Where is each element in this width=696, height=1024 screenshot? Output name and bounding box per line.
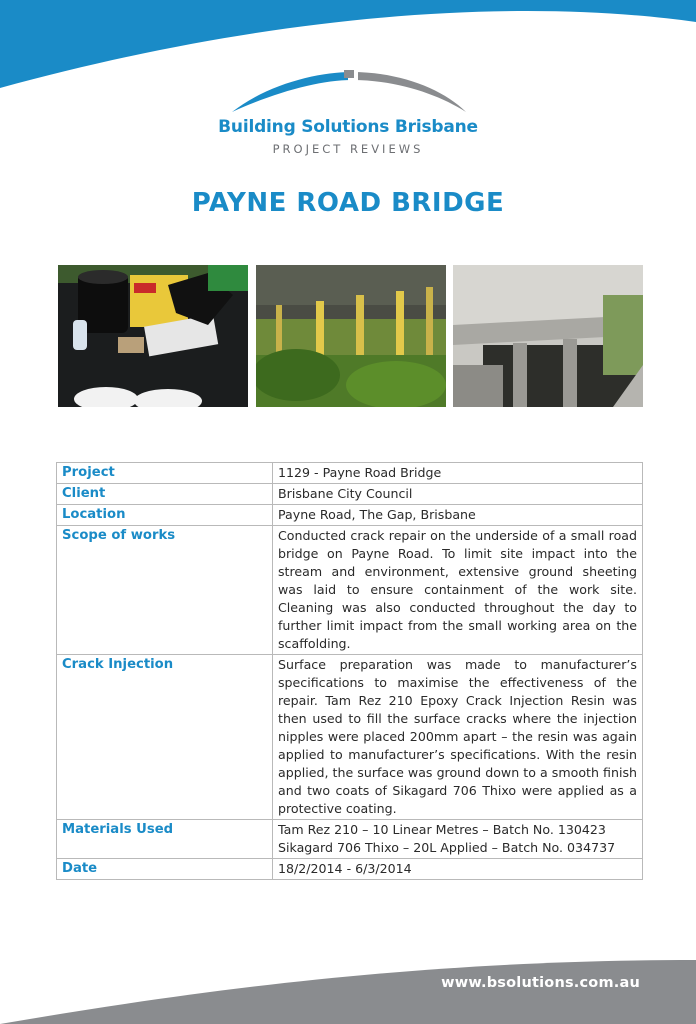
project-details-table (56, 462, 643, 880)
client-label: Client (57, 484, 273, 505)
table-row (57, 484, 643, 505)
materials-used-label: Materials Used (57, 820, 273, 859)
date-value: 18/2/2014 - 6/3/2014 (273, 859, 643, 880)
crack-injection-label: Crack Injection (57, 655, 273, 820)
scope-of-works-label: Scope of works (57, 526, 273, 655)
bridge-underside-photo (453, 265, 643, 407)
date-label: Date (57, 859, 273, 880)
project-value: 1129 - Payne Road Bridge (273, 463, 643, 484)
location-label: Location (57, 505, 273, 526)
scope-of-works-value: Conducted crack repair on the underside of a small road bridge on Payne Road. To limit site impact into the stream and environment, extensive ground sheeting was laid to ensure containment of the work site. Cleaning was also conducted throughout the day to further limit impact from the small working area on the scaffolding. (273, 526, 643, 655)
brand-name: Building Solutions Brisbane (218, 117, 478, 137)
project-label: Project (57, 463, 273, 484)
material-line: Sikagard 706 Thixo – 20L Applied – Batch No. 034737 (278, 840, 616, 855)
table-row (57, 655, 643, 820)
location-value: Payne Road, The Gap, Brisbane (273, 505, 643, 526)
table-row (57, 463, 643, 484)
logo-bridge-arc-icon (228, 66, 470, 118)
table-row (57, 859, 643, 880)
scaffolding-under-bridge-photo (256, 265, 446, 407)
website-link[interactable]: www.bsolutions.com.au (441, 975, 640, 991)
table-row (57, 820, 643, 859)
table-row (57, 526, 643, 655)
crack-injection-value: Surface preparation was made to manufacturer’s specifications to maximise the effectiveness of the repair. Tam Rez 210 Epoxy Crack Injection Resin was then used to fill the surface cracks where the injection nipples were placed 200mm apart – the resin was again applied to manufacturer’s specifications. With the resin applied, the surface was ground down to a smooth finish and two coats of Sikagard 706 Thixo were applied as a protective coating. (273, 655, 643, 820)
materials-used-value (273, 820, 643, 859)
table-row (57, 505, 643, 526)
client-value: Brisbane City Council (273, 484, 643, 505)
brand-tagline: PROJECT REVIEWS (272, 142, 424, 156)
crack-injection-materials-photo (58, 265, 248, 407)
material-line: Tam Rez 210 – 10 Linear Metres – Batch No. 130423 (278, 822, 606, 837)
page-title: PAYNE ROAD BRIDGE (191, 188, 505, 218)
